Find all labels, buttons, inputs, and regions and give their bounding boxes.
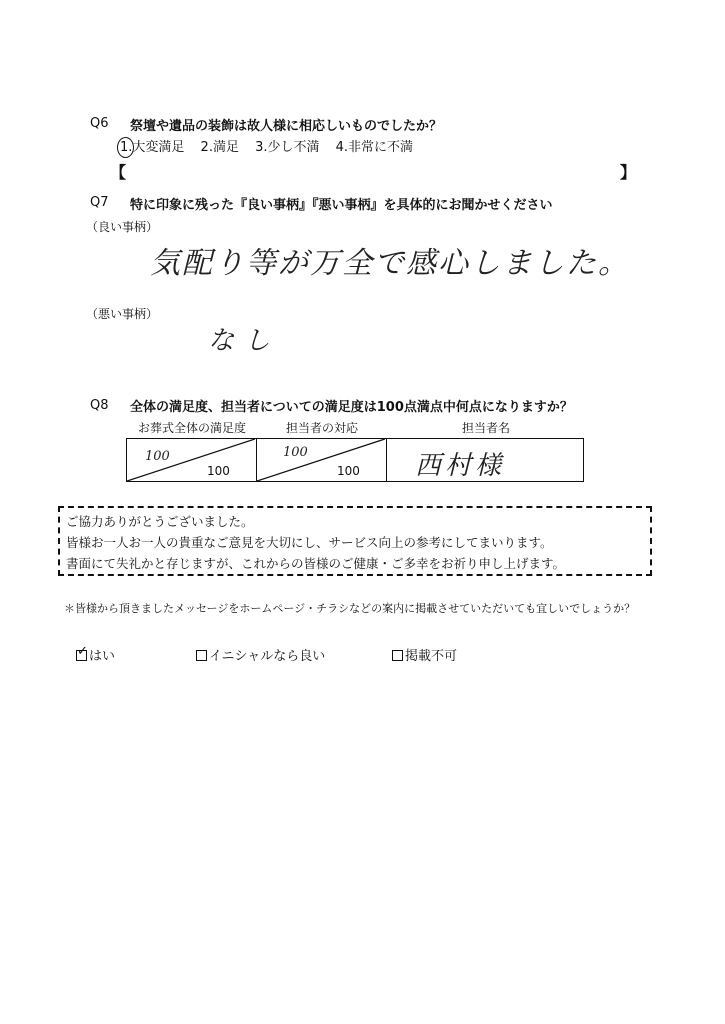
q6-options — [120, 136, 413, 155]
q6-option-3[interactable]: 3.少し不満 — [255, 140, 320, 155]
checkbox-empty-icon[interactable] — [196, 650, 207, 661]
consent-option-yes-label: はい — [89, 649, 116, 664]
message-line-2: 皆様お一人お一人の貴重なご意見を大切にし、サービス向上の参考にしてまいります。 — [66, 535, 553, 550]
selection-circle-mark — [117, 137, 134, 158]
staff-score-max: 100 — [337, 464, 360, 478]
score-table — [126, 438, 584, 482]
overall-score-max: 100 — [207, 464, 230, 478]
q6-question: 祭壇や遺品の装飾は故人様に相応しいものでしたか？ — [130, 119, 443, 134]
q7-good-answer[interactable]: 気配り等が万全で感心しました。 — [150, 246, 630, 281]
consent-question: ＊皆様から頂きましたメッセージをホームページ・チラシなどの案内に掲載させていただいても宜しいでしょうか？ — [64, 602, 636, 615]
q6-option-1-label: 1.大変満足 — [120, 140, 185, 155]
overall-score-value: 100 — [145, 449, 170, 464]
q7-number: Q7 — [90, 195, 109, 210]
message-line-1: ご協力ありがとうございました。 — [66, 514, 254, 529]
staff-name-cell[interactable] — [387, 439, 583, 481]
consent-option-initials[interactable] — [196, 645, 325, 664]
q6-bracket-close: 】 — [620, 163, 637, 182]
q6-option-4[interactable]: 4.非常に不満 — [335, 140, 414, 155]
checkbox-empty-icon[interactable] — [392, 650, 403, 661]
consent-option-no-label: 掲載不可 — [405, 649, 458, 664]
q7-bad-label: （悪い事柄） — [86, 307, 159, 321]
q7-question: 特に印象に残った『良い事柄』『悪い事柄』を具体的にお聞かせください — [130, 198, 553, 213]
staff-name-value: 西村様 — [415, 451, 506, 481]
q8-header-staff: 担当者の対応 — [286, 421, 359, 435]
diagonal-line-icon — [257, 439, 385, 481]
q8-header-name: 担当者名 — [462, 421, 511, 435]
q8-question: 全体の満足度、担当者についての満足度は100点満点中何点になりますか？ — [130, 400, 573, 415]
checkbox-checked-icon[interactable]: ✓ — [77, 644, 88, 659]
consent-option-no[interactable] — [392, 645, 457, 664]
q6-bracket-open: 【 — [110, 163, 127, 182]
consent-option-yes[interactable] — [76, 645, 115, 664]
overall-score-cell[interactable] — [127, 439, 257, 481]
message-line-3: 書面にて失礼かと存じますが、これからの皆様のご健康・ご多幸をお祈り申し上げます。 — [66, 556, 566, 571]
q6-number: Q6 — [90, 116, 109, 131]
q6-option-2[interactable]: 2.満足 — [200, 140, 239, 155]
staff-score-value: 100 — [283, 445, 308, 460]
consent-option-initials-label: イニシャルなら良い — [209, 649, 326, 664]
q8-number: Q8 — [90, 398, 109, 413]
q7-good-label: （良い事柄） — [86, 220, 159, 234]
staff-score-cell[interactable] — [257, 439, 387, 481]
q8-header-overall: お葬式全体の満足度 — [138, 421, 247, 435]
q7-bad-answer[interactable]: なし — [208, 326, 281, 356]
thank-you-message-box — [58, 506, 652, 576]
q6-option-1[interactable] — [120, 140, 189, 155]
